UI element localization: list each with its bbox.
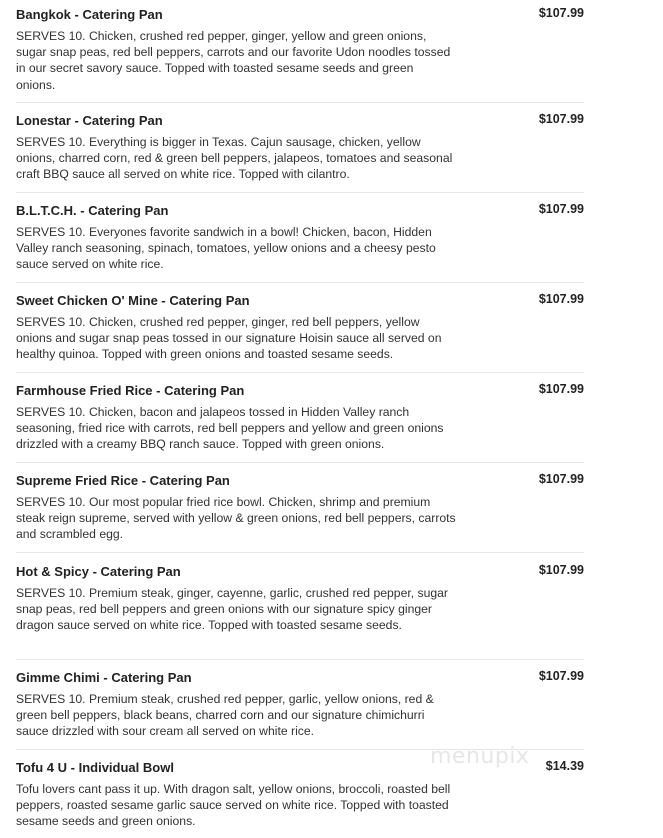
item-price: $107.99 [538, 382, 584, 396]
item-description: Tofu lovers cant pass it up. With dragon salt, yellow onions, broccoli, roasted bell peppers, roasted sesame garlic sauce served on white rice. Topped with toasted sesame seeds and green onions. [16, 782, 451, 829]
item-price: $107.99 [538, 6, 584, 20]
menu-item [16, 112, 584, 193]
item-name: Lonestar - Catering Pan [16, 113, 163, 128]
menu-item [16, 6, 584, 103]
item-type: - Catering Pan [161, 293, 250, 308]
item-type: - Catering Pan [156, 383, 245, 398]
item-description: SERVES 10. Chicken, crushed red pepper, ginger, red bell peppers, yellow onions and sugar snap peas tossed in our signature Hoisin sauce all served on healthy quinoa. Topped with green onions and toasted sesame seeds. [16, 315, 442, 362]
item-type: - Catering Pan [80, 203, 169, 218]
item-price: $107.99 [538, 202, 584, 216]
item-name: Supreme Fried Rice - Catering Pan [16, 473, 230, 488]
item-name: Tofu 4 U - Individual Bowl [16, 760, 174, 775]
item-type: - Catering Pan [74, 113, 163, 128]
item-price: $107.99 [538, 669, 584, 683]
item-name: B.L.T.C.H. - Catering Pan [16, 203, 169, 218]
item-name: Bangkok - Catering Pan [16, 7, 163, 22]
menu-item [16, 292, 584, 373]
menu-item [16, 669, 584, 750]
menu-item [16, 382, 584, 463]
item-type: - Catering Pan [141, 473, 230, 488]
item-price: $107.99 [538, 112, 584, 126]
item-name: Gimme Chimi - Catering Pan [16, 670, 192, 685]
item-type: - Catering Pan [92, 564, 181, 579]
item-description: SERVES 10. Chicken, bacon and jalapeos tossed in Hidden Valley ranch seasoning, fried rice with carrots, red bell peppers and yellow and green onions drizzled with a creamy BBQ ranch sauce. Topped with green onions. [16, 405, 444, 452]
item-price: $14.39 [545, 759, 584, 773]
menu-item [16, 472, 584, 553]
item-name: Sweet Chicken O' Mine - Catering Pan [16, 293, 250, 308]
menu-item [16, 563, 584, 660]
item-price: $107.99 [538, 472, 584, 486]
item-description: SERVES 10. Everything is bigger in Texas. Cajun sausage, chicken, yellow onions, charred corn, red & green bell peppers, jalapeos, tomatoes and seasonal craft BBQ sauce all served on white rice. Topped with cilantro. [16, 135, 453, 182]
item-name: Hot & Spicy - Catering Pan [16, 564, 181, 579]
item-description: SERVES 10. Our most popular fried rice bowl. Chicken, shrimp and premium steak reign supreme, served with yellow & green onions, red bell peppers, carrots and scrambled egg. [16, 495, 456, 542]
menu-item [16, 202, 584, 283]
item-name: Farmhouse Fried Rice - Catering Pan [16, 383, 245, 398]
item-type: - Catering Pan [103, 670, 192, 685]
menupix-watermark: menupix [430, 744, 530, 769]
item-description: SERVES 10. Premium steak, ginger, cayenne, garlic, crushed red pepper, sugar snap peas, red bell peppers and green onions with our signature spicy ginger dragon sauce served on white rice. Topped with toasted sesame seeds. [16, 586, 448, 633]
item-type: - Individual Bowl [70, 760, 174, 775]
item-type: - Catering Pan [74, 7, 163, 22]
item-description: SERVES 10. Everyones favorite sandwich in a bowl! Chicken, bacon, Hidden Valley ranch seasoning, spinach, tomatoes, yellow onions and a cheesy pesto sauce served on white rice. [16, 225, 436, 272]
item-description: SERVES 10. Chicken, crushed red pepper, ginger, yellow and green onions, sugar snap peas, red bell peppers, carrots and our favorite Udon noodles tossed in our secret savory sauce. Topped with toasted sesame seeds and green onions. [16, 29, 451, 92]
menu-item [16, 759, 584, 835]
item-price: $107.99 [538, 563, 584, 577]
item-price: $107.99 [538, 292, 584, 306]
item-description: SERVES 10. Premium steak, crushed red pepper, garlic, yellow onions, red & green bell peppers, black beans, charred corn and our signature chimichurri sauce drizzled with sour cream all served on white rice. [16, 692, 434, 739]
